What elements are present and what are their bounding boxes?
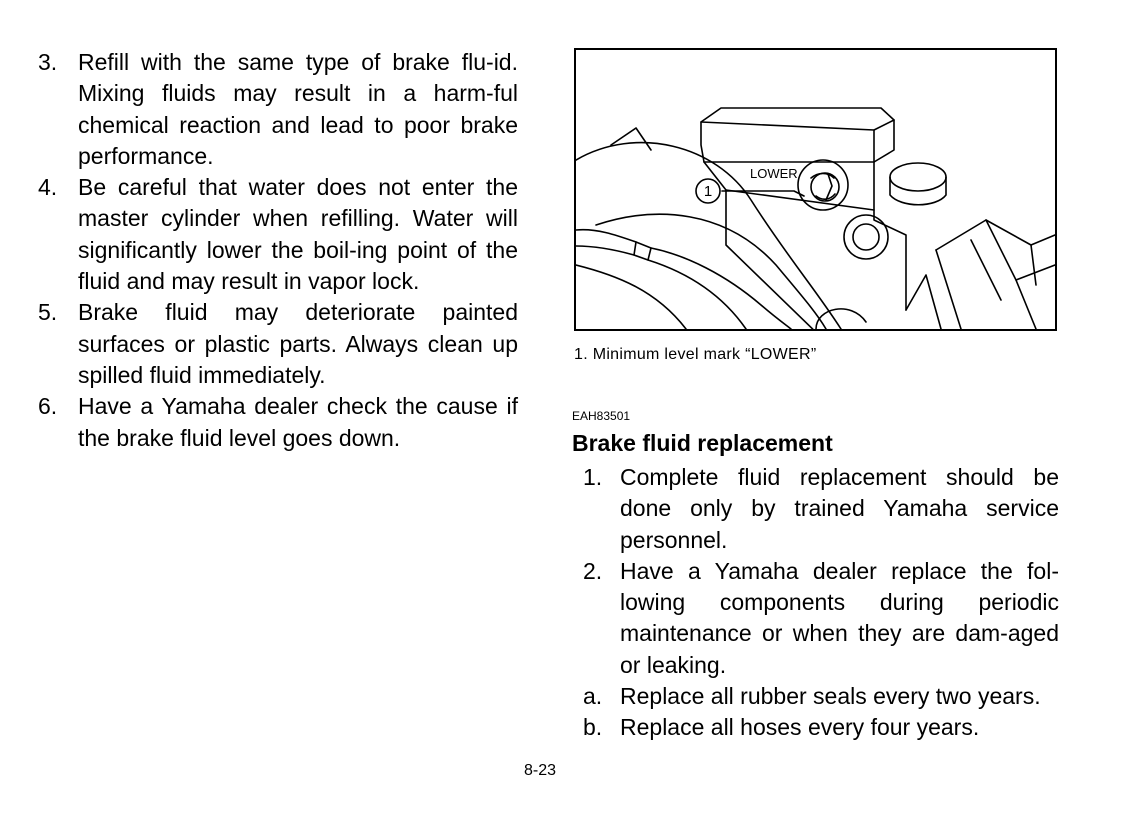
callout-number: 1 <box>703 183 713 200</box>
section-title: Brake fluid replacement <box>572 430 833 456</box>
section-code: EAH83501 <box>572 409 631 423</box>
list-item <box>38 297 518 391</box>
item-number: 1. <box>583 464 603 490</box>
item-text: Replace all hoses every four years. <box>620 714 980 741</box>
item-number: 6. <box>38 393 58 420</box>
item-number: a. <box>583 683 603 710</box>
item-text: Replace all rubber seals every two years. <box>620 683 1041 710</box>
right-instruction-list <box>583 462 1059 744</box>
list-item <box>38 47 518 172</box>
item-text: Brake fluid may deteriorate painted surfaces or plastic parts. Always clean up spilled fluid immediately. <box>78 299 518 388</box>
reservoir-illustration <box>574 48 1057 331</box>
item-number: 3. <box>38 49 58 75</box>
item-text: Have a Yamaha dealer replace the fol-lowing components during periodic maintenance or when they are dam-aged or leaking. <box>620 557 1059 678</box>
item-text: Be careful that water does not enter the master cylinder when refilling. Water will significantly lower the boil-ing point of the fluid and may result in vapor lock. <box>78 174 518 295</box>
item-text: Refill with the same type of brake flu-id. Mixing fluids may result in a harm-ful chemical reaction and lead to poor brake performance. <box>78 49 518 169</box>
item-number: 5. <box>38 299 58 326</box>
item-text: Have a Yamaha dealer check the cause if the brake fluid level goes down. <box>78 393 518 451</box>
item-number: 2. <box>583 557 603 584</box>
reservoir-drawing <box>576 50 1055 329</box>
page-number: 8-23 <box>524 762 557 779</box>
list-item <box>583 681 1059 712</box>
item-number: b. <box>583 714 603 741</box>
figure-caption: 1. Minimum level mark “LOWER” <box>574 346 817 363</box>
item-number: 4. <box>38 174 58 201</box>
list-item <box>583 712 1059 743</box>
list-item <box>583 556 1059 681</box>
list-item <box>583 462 1059 556</box>
list-item <box>38 172 518 297</box>
list-item <box>38 391 518 454</box>
item-text: Complete fluid replacement should be done only by trained Yamaha service personnel. <box>620 464 1059 553</box>
lower-mark-label: LOWER <box>750 166 798 181</box>
left-instruction-list <box>38 47 518 454</box>
